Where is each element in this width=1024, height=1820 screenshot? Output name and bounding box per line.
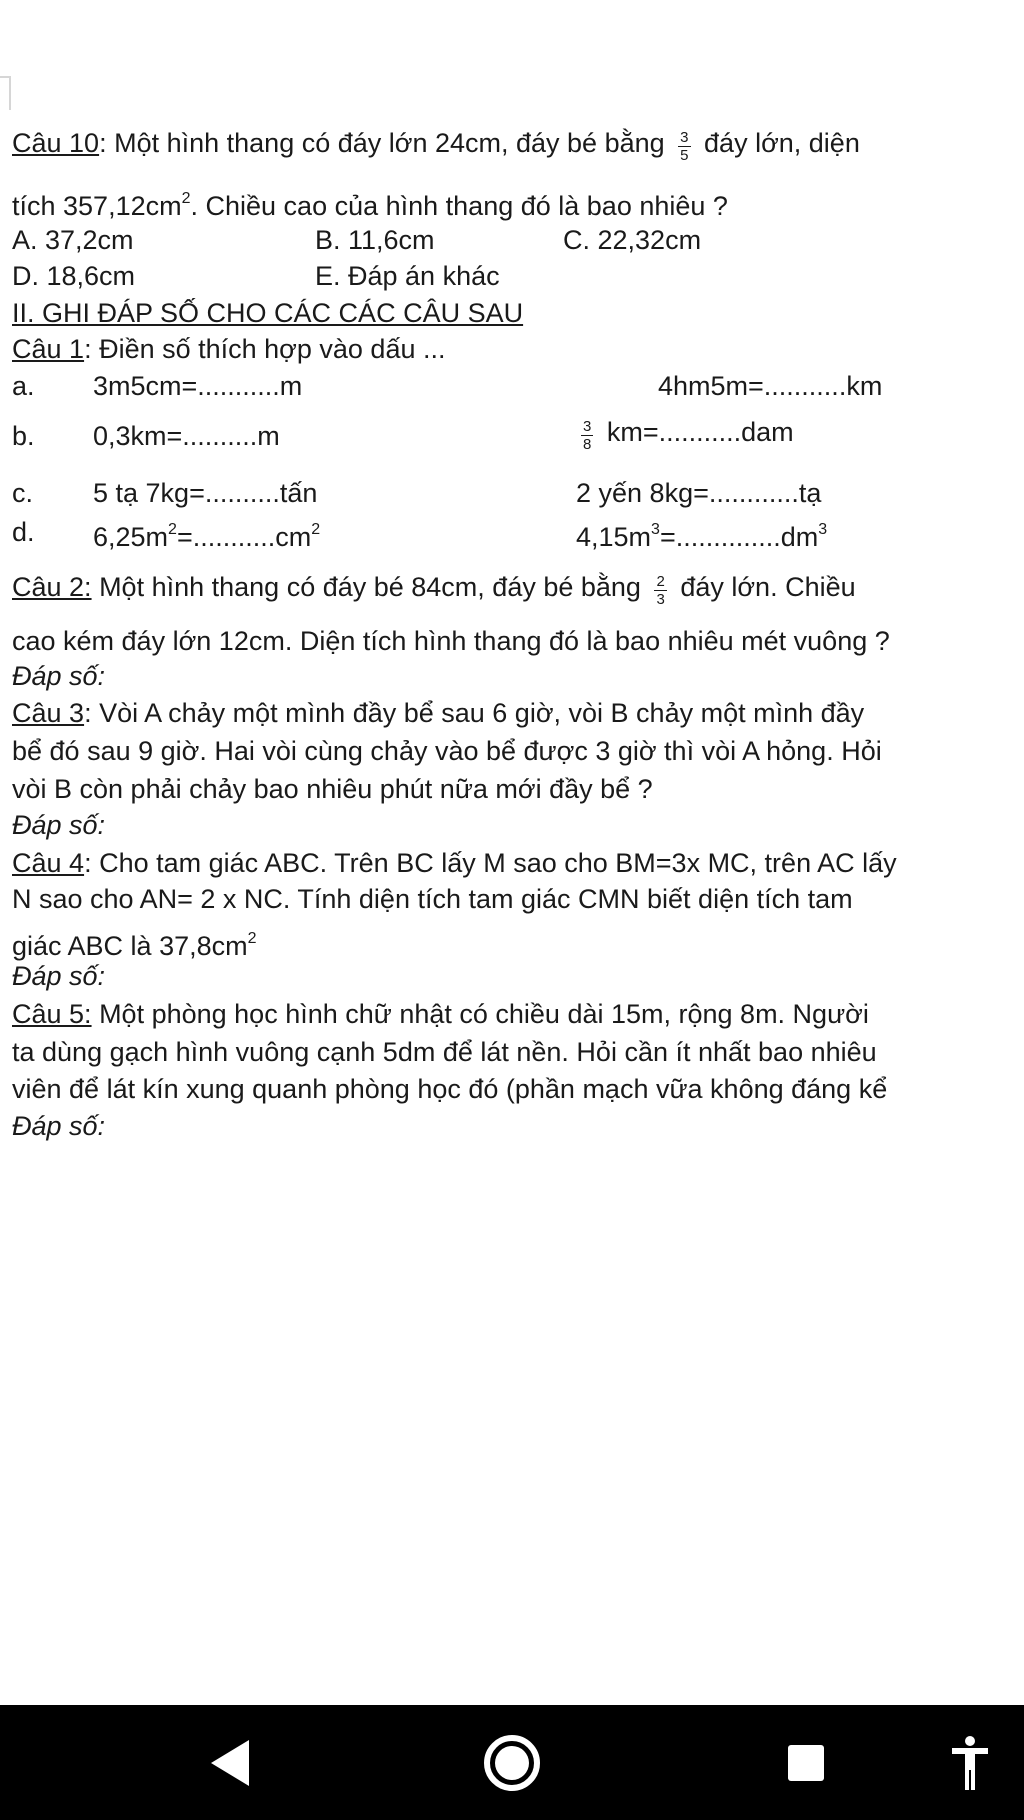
q1-row-d (12, 515, 1024, 552)
q5-line2: ta dùng gạch hình vuông cạnh 5dm để lát nền. Hỏi cần ít nhất bao nhiêu (12, 1037, 877, 1067)
q3-line2: bể đó sau 9 giờ. Hai vòi cùng chảy vào bể được 3 giờ thì vòi A hỏng. Hỏi (12, 736, 882, 766)
q10-option-a: A. 37,2cm (12, 225, 134, 255)
q10-text-a: : Một hình thang có đáy lớn 24cm, đáy bé bằng (99, 128, 665, 158)
q1-row-c (12, 476, 1024, 510)
q4-line1-text: : Cho tam giác ABC. Trên BC lấy M sao cho BM=3x MC, trên AC lấy (84, 848, 897, 878)
q4-line1 (12, 846, 1024, 880)
q1-heading (12, 332, 1024, 366)
q1-row-a (12, 369, 1024, 403)
q3-answer-label: Đáp số: (12, 810, 106, 840)
q1-c-letter: c. (12, 478, 34, 508)
q10-fraction (678, 129, 690, 164)
q5-line1 (12, 997, 1024, 1031)
q10-options-row1 (12, 223, 1024, 257)
q10-options-row2 (12, 259, 1024, 293)
q1-b-right-text: km=...........dam (606, 417, 794, 447)
q10-line1 (12, 126, 1024, 165)
q10-option-b: B. 11,6cm (315, 225, 435, 255)
q1-d-right-b: =..............dm (659, 522, 819, 552)
q1-c-right: 2 yến 8kg=............tạ (576, 478, 822, 508)
q5-answer-label: Đáp số: (12, 1111, 106, 1141)
q2-text-b: đáy lớn. Chiều (680, 572, 856, 602)
q1-d-right (576, 515, 827, 554)
q3-line3: vòi B còn phải chảy bao nhiêu phút nữa mới đầy bể ? (12, 774, 653, 804)
q4-label: Câu 4 (12, 848, 85, 878)
q2-label: Câu 2: (12, 572, 92, 602)
q1-d-left-sup2: 2 (311, 521, 321, 538)
q10-label: Câu 10 (12, 128, 100, 158)
q10-area-text: tích 357,12cm (12, 191, 182, 221)
q1-d-right-sup: 3 (651, 521, 660, 538)
q10-text-b: đáy lớn, diện (704, 128, 860, 158)
q1-b-letter: b. (12, 421, 35, 451)
q5-line1-text: Một phòng học hình chữ nhật có chiều dài 15m, rộng 8m. Người (91, 999, 869, 1029)
q5-label: Câu 5: (12, 999, 92, 1029)
recents-square-icon (786, 1743, 826, 1783)
section-2-title: II. GHI ĐÁP SỐ CHO CÁC CÁC CÂU SAU (12, 298, 524, 328)
q10-option-c: C. 22,32cm (563, 225, 702, 255)
q1-b-right (575, 415, 794, 454)
q10-line2 (12, 184, 1024, 223)
q10-frac-num: 3 (680, 129, 689, 147)
q1-d-left-sup: 2 (168, 521, 177, 538)
q3-label: Câu 3 (12, 698, 85, 728)
q3-line1-text: : Vòi A chảy một mình đầy bể sau 6 giờ, vòi B chảy một mình đầy (84, 698, 865, 728)
q4-answer-label: Đáp số: (12, 961, 106, 991)
q1-a-left: 3m5cm=...........m (93, 371, 303, 401)
q10-question-text: . Chiều cao của hình thang đó là bao nhiêu ? (190, 191, 728, 221)
q2-frac-num: 2 (656, 573, 665, 591)
q1-b-left: 0,3km=..........m (93, 421, 280, 451)
q2-line2: cao kém đáy lớn 12cm. Diện tích hình thang đó là bao nhiêu mét vuông ? (12, 626, 890, 656)
q1-d-right-a: 4,15m (576, 522, 652, 552)
q2-text-a: Một hình thang có đáy bé 84cm, đáy bé bằng (91, 572, 641, 602)
q1-d-left-b: =...........cm (176, 522, 312, 552)
recents-button[interactable] (756, 1705, 856, 1820)
q4-line2: N sao cho AN= 2 x NC. Tính diện tích tam giác CMN biết diện tích tam (12, 884, 853, 914)
q4-line3-sup: 2 (247, 930, 257, 947)
back-button[interactable] (180, 1705, 280, 1820)
q1-d-right-sup2: 3 (818, 521, 828, 538)
q1-c-left: 5 tạ 7kg=..........tấn (93, 478, 318, 508)
q2-fraction (654, 573, 666, 608)
q5-line3: viên để lát kín xung quanh phòng học đó (phần mạch vữa không đáng kể (12, 1074, 888, 1104)
q2-frac-den: 3 (656, 591, 665, 609)
q2-line1 (12, 570, 1024, 609)
accessibility-button[interactable] (930, 1705, 1010, 1820)
q3-line1 (12, 696, 1024, 730)
home-button[interactable] (462, 1705, 562, 1820)
home-circle-icon (483, 1734, 541, 1792)
q10-area-sup: 2 (181, 190, 191, 207)
q4-line3-text: giác ABC là 37,8cm (12, 931, 248, 961)
q2-answer-label: Đáp số: (12, 661, 106, 691)
q1-row-b (12, 419, 1024, 469)
q1-d-left (93, 515, 320, 554)
q1-a-right: 4hm5m=...........km (658, 371, 883, 401)
back-triangle-icon (207, 1737, 253, 1789)
q1-text: : Điền số thích hợp vào dấu ... (84, 334, 446, 364)
q4-line3 (12, 924, 1024, 963)
accessibility-icon (950, 1735, 990, 1791)
q1-b-frac-den: 8 (583, 436, 592, 454)
q1-b-frac-num: 3 (583, 418, 592, 436)
q10-frac-den: 5 (680, 147, 689, 165)
q1-label: Câu 1 (12, 334, 85, 364)
q10-option-e: E. Đáp án khác (315, 261, 500, 291)
navigation-bar (0, 1705, 1024, 1820)
q1-d-left-a: 6,25m (93, 522, 169, 552)
q10-option-d: D. 18,6cm (12, 261, 136, 291)
q1-b-fraction (581, 418, 593, 453)
q1-d-letter: d. (12, 517, 35, 547)
q1-a-letter: a. (12, 371, 35, 401)
